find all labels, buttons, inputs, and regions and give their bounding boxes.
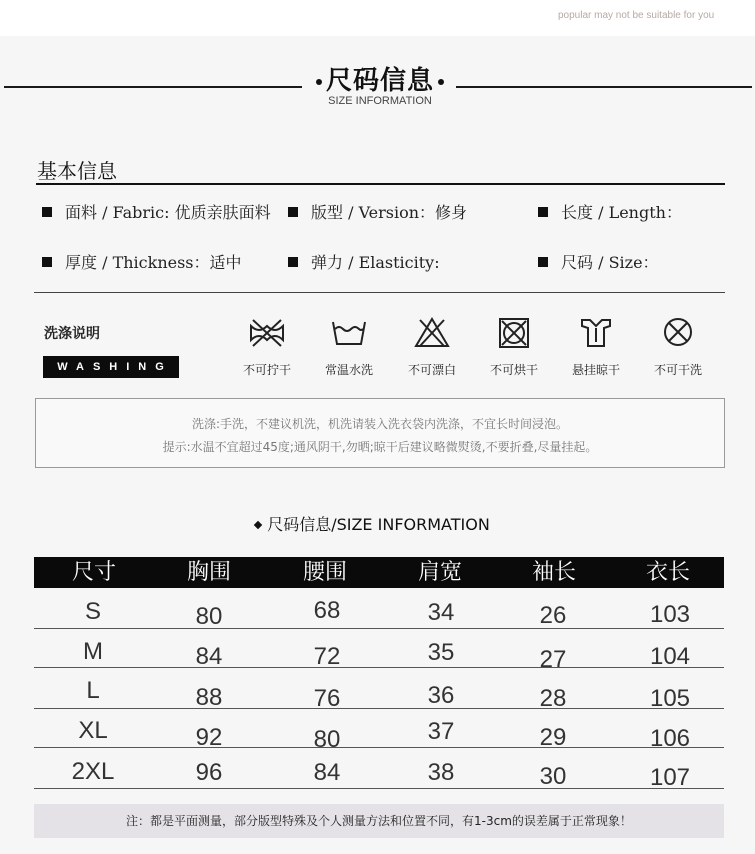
table-cell: 72 bbox=[313, 643, 341, 670]
no-dry-clean-icon bbox=[658, 316, 698, 350]
no-tumble-dry-icon bbox=[494, 316, 534, 350]
wash-label-hang-dry: 悬挂晾干 bbox=[571, 363, 620, 377]
table-cell: 27 bbox=[539, 646, 567, 673]
attr-size bbox=[538, 250, 659, 273]
table-cell: 84 bbox=[195, 643, 223, 670]
table-cell: M bbox=[83, 638, 103, 665]
bullet-square-icon bbox=[288, 257, 298, 267]
attr-elasticity bbox=[288, 250, 440, 273]
attr-thickness-text: 厚度 / Thickness：适中 bbox=[65, 253, 242, 272]
table-cell: 103 bbox=[649, 601, 691, 628]
table-cell: 96 bbox=[195, 759, 223, 786]
bullet-square-icon bbox=[42, 207, 52, 217]
attributes-rule bbox=[34, 292, 725, 293]
header-rule-left bbox=[4, 86, 302, 88]
table-cell: 35 bbox=[427, 639, 455, 666]
table-cell: L bbox=[86, 677, 100, 704]
table-cell: 38 bbox=[427, 759, 455, 786]
table-cell: 30 bbox=[539, 763, 567, 790]
washing-notice-box bbox=[35, 398, 725, 468]
row-divider bbox=[34, 628, 724, 629]
row-divider bbox=[34, 788, 724, 789]
no-bleach-icon bbox=[412, 316, 452, 350]
bullet-square-icon bbox=[538, 207, 548, 217]
measurement-note: 注：都是平面测量，部分版型特殊及个人测量方法和位置不同，有1-3cm的误差属于正常现象！ bbox=[34, 804, 724, 838]
table-cell: 88 bbox=[195, 684, 223, 711]
col-header-shoulder: 肩宽 bbox=[417, 560, 462, 585]
notice-line-1: 洗涤:手洗，不建议机洗，机洗请装入洗衣袋内洗涤，不宜长时间浸泡。 bbox=[191, 417, 569, 431]
basic-info-title: 基本信息 bbox=[37, 159, 117, 183]
notice-line-2: 提示:水温不宜超过45度;通风阴干,勿晒;晾干后建议略微熨烫,不要折叠,尽量挂起。 bbox=[162, 440, 598, 454]
table-cell: 2XL bbox=[71, 758, 115, 785]
header-rule-right bbox=[456, 86, 752, 88]
wash-label-normal-wash: 常温水洗 bbox=[324, 363, 373, 377]
page-subtitle: SIZE INFORMATION bbox=[328, 95, 432, 107]
size-table-header bbox=[34, 557, 724, 588]
top-note: popular may not be suitable for you bbox=[558, 10, 715, 21]
bullet-square-icon bbox=[538, 257, 548, 267]
row-divider bbox=[34, 667, 724, 668]
attr-length-text: 长度 / Length： bbox=[561, 203, 682, 222]
table-cell: 68 bbox=[313, 597, 341, 624]
attr-size-text: 尺码 / Size： bbox=[561, 253, 659, 272]
basic-info-rule bbox=[36, 183, 725, 185]
wash-label-no-dry-clean: 不可干洗 bbox=[653, 363, 702, 377]
title-dot-left bbox=[316, 79, 322, 85]
title-dot-right bbox=[438, 79, 444, 85]
attr-version-text: 版型 / Version：修身 bbox=[311, 203, 468, 222]
col-header-waist: 腰围 bbox=[302, 560, 347, 585]
table-cell: 36 bbox=[427, 682, 455, 709]
col-header-bust: 胸围 bbox=[186, 560, 231, 585]
page-title-text: 尺码信息 bbox=[325, 66, 434, 96]
attr-thickness bbox=[42, 250, 242, 273]
table-cell: 104 bbox=[649, 643, 691, 670]
wash-label-no-wring: 不可拧干 bbox=[242, 363, 291, 377]
table-cell: 92 bbox=[195, 724, 223, 751]
diamond-icon bbox=[254, 521, 262, 529]
row-divider bbox=[34, 708, 724, 709]
table-cell: XL bbox=[78, 717, 108, 744]
table-cell: 26 bbox=[539, 602, 567, 629]
washing-badge: WASHING bbox=[43, 356, 179, 378]
wash-label-no-bleach: 不可漂白 bbox=[407, 363, 456, 377]
wash-label-no-tumble-dry: 不可烘干 bbox=[489, 363, 538, 377]
table-cell: 107 bbox=[649, 764, 691, 791]
table-cell: S bbox=[84, 598, 101, 625]
size-section-title-text: 尺码信息/SIZE INFORMATION bbox=[267, 515, 490, 534]
attr-elasticity-text: 弹力 / Elasticity: bbox=[311, 253, 440, 272]
table-cell: 29 bbox=[539, 724, 567, 751]
attr-version bbox=[288, 200, 467, 223]
washing-title: 洗涤说明 bbox=[44, 326, 100, 342]
no-wring-icon bbox=[247, 316, 287, 350]
bullet-square-icon bbox=[42, 257, 52, 267]
normal-temp-wash-icon bbox=[329, 316, 369, 350]
attr-length bbox=[538, 200, 682, 223]
table-cell: 34 bbox=[427, 599, 455, 626]
table-cell: 28 bbox=[539, 685, 567, 712]
col-header-size: 尺寸 bbox=[71, 560, 116, 585]
row-divider bbox=[34, 747, 724, 748]
table-cell: 105 bbox=[649, 685, 691, 712]
attr-fabric bbox=[42, 200, 271, 223]
attr-fabric-text: 面料 / Fabric: 优质亲肤面料 bbox=[65, 203, 271, 222]
table-cell: 80 bbox=[313, 726, 341, 753]
col-header-length: 衣长 bbox=[645, 560, 690, 585]
hang-dry-icon bbox=[576, 316, 616, 350]
table-cell: 37 bbox=[427, 718, 455, 745]
table-cell: 106 bbox=[649, 725, 691, 752]
table-cell: 76 bbox=[313, 685, 341, 712]
table-cell: 80 bbox=[195, 603, 223, 630]
bullet-square-icon bbox=[288, 207, 298, 217]
page-title bbox=[300, 60, 460, 97]
col-header-sleeve: 袖长 bbox=[531, 560, 576, 585]
size-section-title bbox=[0, 512, 745, 535]
table-cell: 84 bbox=[313, 759, 341, 786]
